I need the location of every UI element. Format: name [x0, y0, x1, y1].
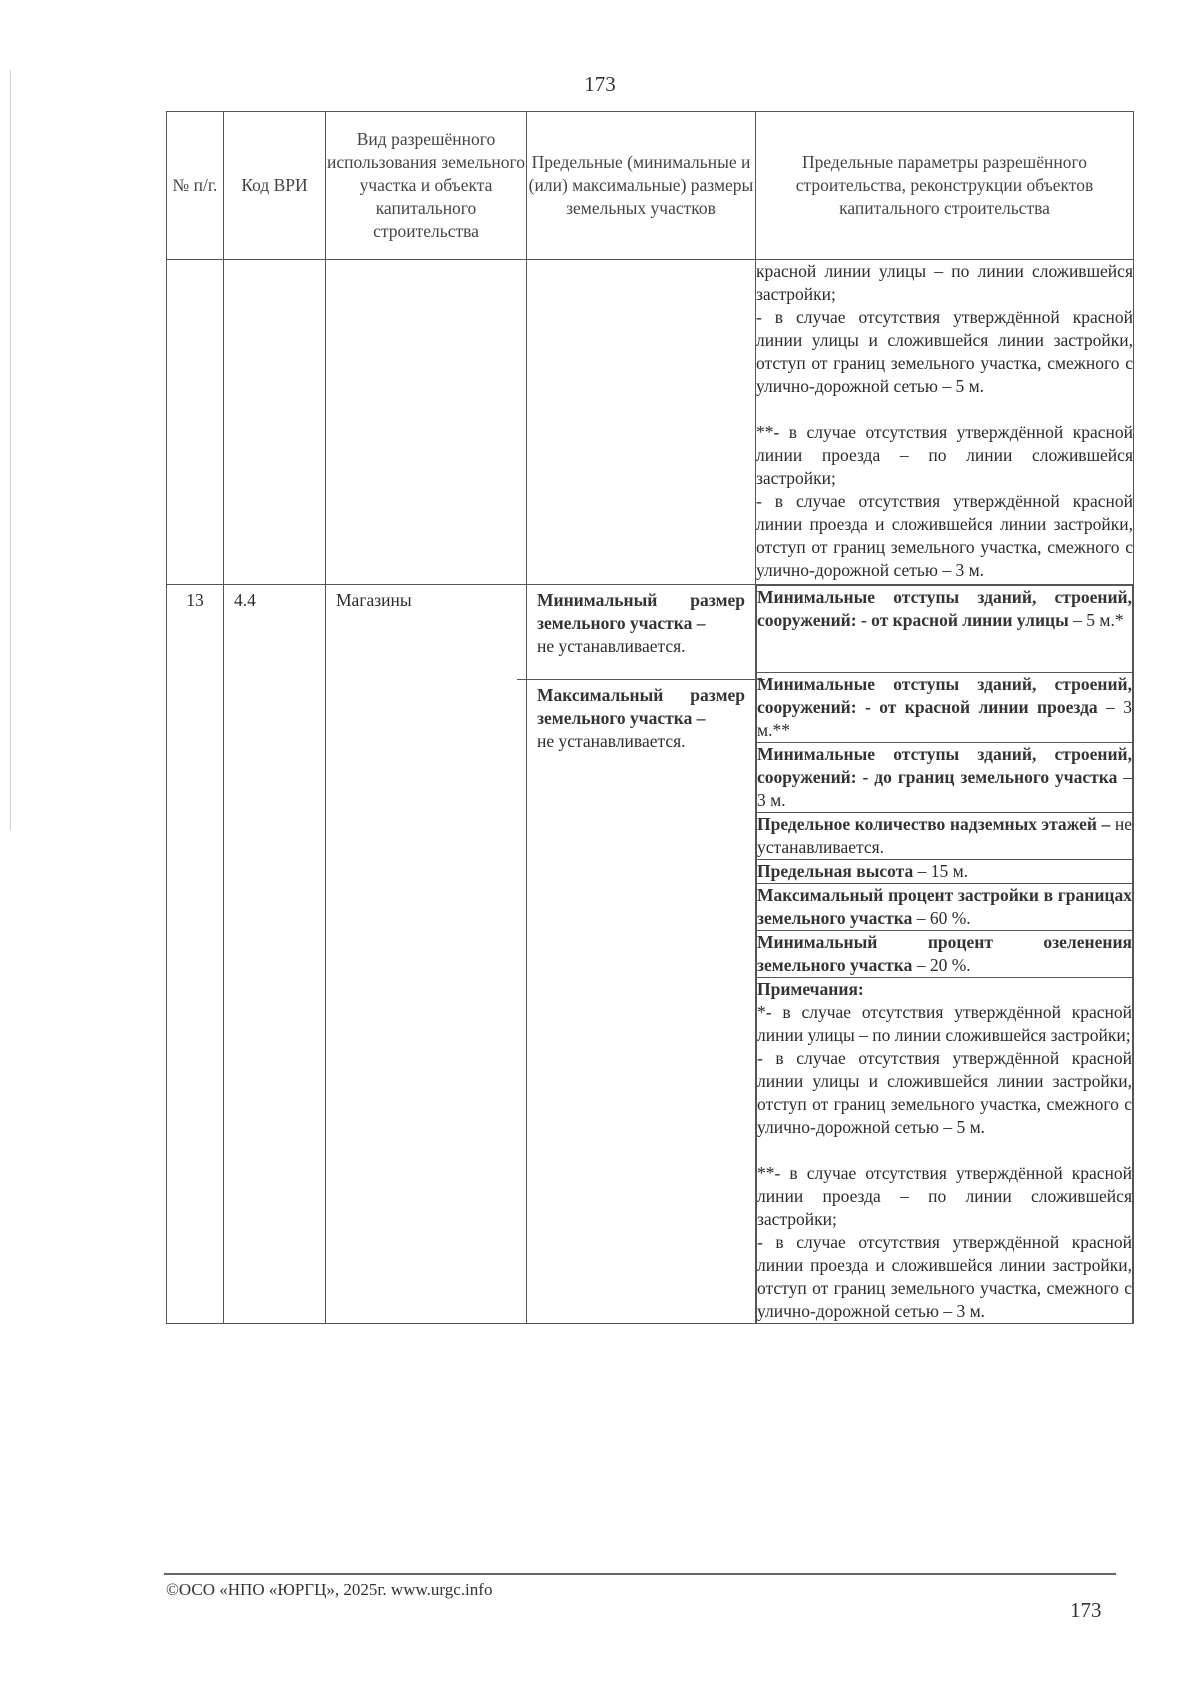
row-params: [756, 585, 1134, 1324]
note-line: - в случае отсутствия утверждённой красной линии улицы и сложившейся линии застройки, отступ от границ земельного участка, смежного с улично-дорожной сетью – 5 м.: [757, 1048, 1132, 1137]
note-line: - в случае отсутствия утверждённой красной линии проезда и сложившейся линии застройки, отступ от границ земельного участка, смежного с улично-дорожной сетью – 3 м.: [757, 1232, 1132, 1321]
header-params: Предельные параметры разрешённого строительства, реконструкции объектов капитального строительства: [756, 112, 1134, 260]
param-item: Минимальные отступы зданий, строений, сооружений: - до границ земельного участка – 3 м.: [757, 743, 1133, 813]
continuation-line: - в случае отсутствия утверждённой красной линии улицы и сложившейся линии застройки, отступ от границ земельного участка, смежного с улично-дорожной сетью – 5 м.: [756, 307, 1133, 396]
row-number: 13: [167, 585, 224, 1324]
param-item: Минимальный процент озеленения земельного участка – 20 %.: [757, 931, 1133, 978]
params-list: [756, 585, 1133, 1323]
row-use: Магазины: [326, 585, 527, 1324]
table-row-continuation: [167, 260, 1134, 585]
param-item: Минимальные отступы зданий, строений, сооружений: - от красной линии проезда – 3 м.**: [757, 673, 1133, 743]
page-number-top: 173: [584, 72, 616, 96]
footer-divider: [164, 1573, 1116, 1575]
continuation-line: красной линии улицы – по линии сложившейся застройки;: [756, 261, 1133, 304]
min-size-value: не устанавливается.: [537, 636, 686, 656]
continuation-line: - в случае отсутствия утверждённой красной линии проезда и сложившейся линии застройки, отступ от границ земельного участка, смежного с улично-дорожной сетью – 3 м.: [756, 491, 1133, 580]
param-item: Максимальный процент застройки в границах земельного участка – 60 %.: [757, 884, 1133, 931]
header-num: № п/г.: [167, 112, 224, 260]
notes-title: Примечания:: [757, 979, 864, 999]
row-code: 4.4: [224, 585, 326, 1324]
continuation-line: **- в случае отсутствия утверждённой красной линии проезда – по линии сложившейся застройки;: [756, 422, 1133, 488]
param-item: Предельное количество надземных этажей – не устанавливается.: [757, 813, 1133, 860]
header-size: Предельные (минимальные и (или) максимальные) размеры земельных участков: [527, 112, 756, 260]
param-item: Минимальные отступы зданий, строений, сооружений: - от красной линии улицы – 5 м.*: [757, 586, 1133, 673]
min-size-title: Минимальный размер земельного участка –: [537, 590, 745, 633]
max-size-block: [527, 680, 755, 759]
footer-copyright: ©ОСО «НПО «ЮРГЦ», 2025г. www.urgc.info: [166, 1580, 493, 1599]
notes-cell: [757, 978, 1133, 1324]
regulations-table: [166, 111, 1134, 1324]
scan-margin-mark: [10, 70, 11, 830]
row-sizes: [527, 585, 756, 1324]
param-item: Предельная высота – 15 м.: [757, 860, 1133, 884]
min-size-block: [527, 585, 755, 679]
header-use: Вид разрешённого использования земельного участка и объекта капитального строительства: [326, 112, 527, 260]
table-header-row: [167, 112, 1134, 260]
max-size-title: Максимальный размер земельного участка –: [537, 685, 745, 728]
table-row-13: [167, 585, 1134, 1324]
max-size-value: не устанавливается.: [537, 731, 686, 751]
page-number-bottom: 173: [1070, 1598, 1102, 1622]
header-code: Код ВРИ: [224, 112, 326, 260]
continuation-notes: [756, 260, 1134, 585]
note-line: **- в случае отсутствия утверждённой красной линии проезда – по линии сложившейся застройки;: [757, 1163, 1132, 1229]
note-line: *- в случае отсутствия утверждённой красной линии улицы – по линии сложившейся застройки;: [757, 1002, 1132, 1045]
